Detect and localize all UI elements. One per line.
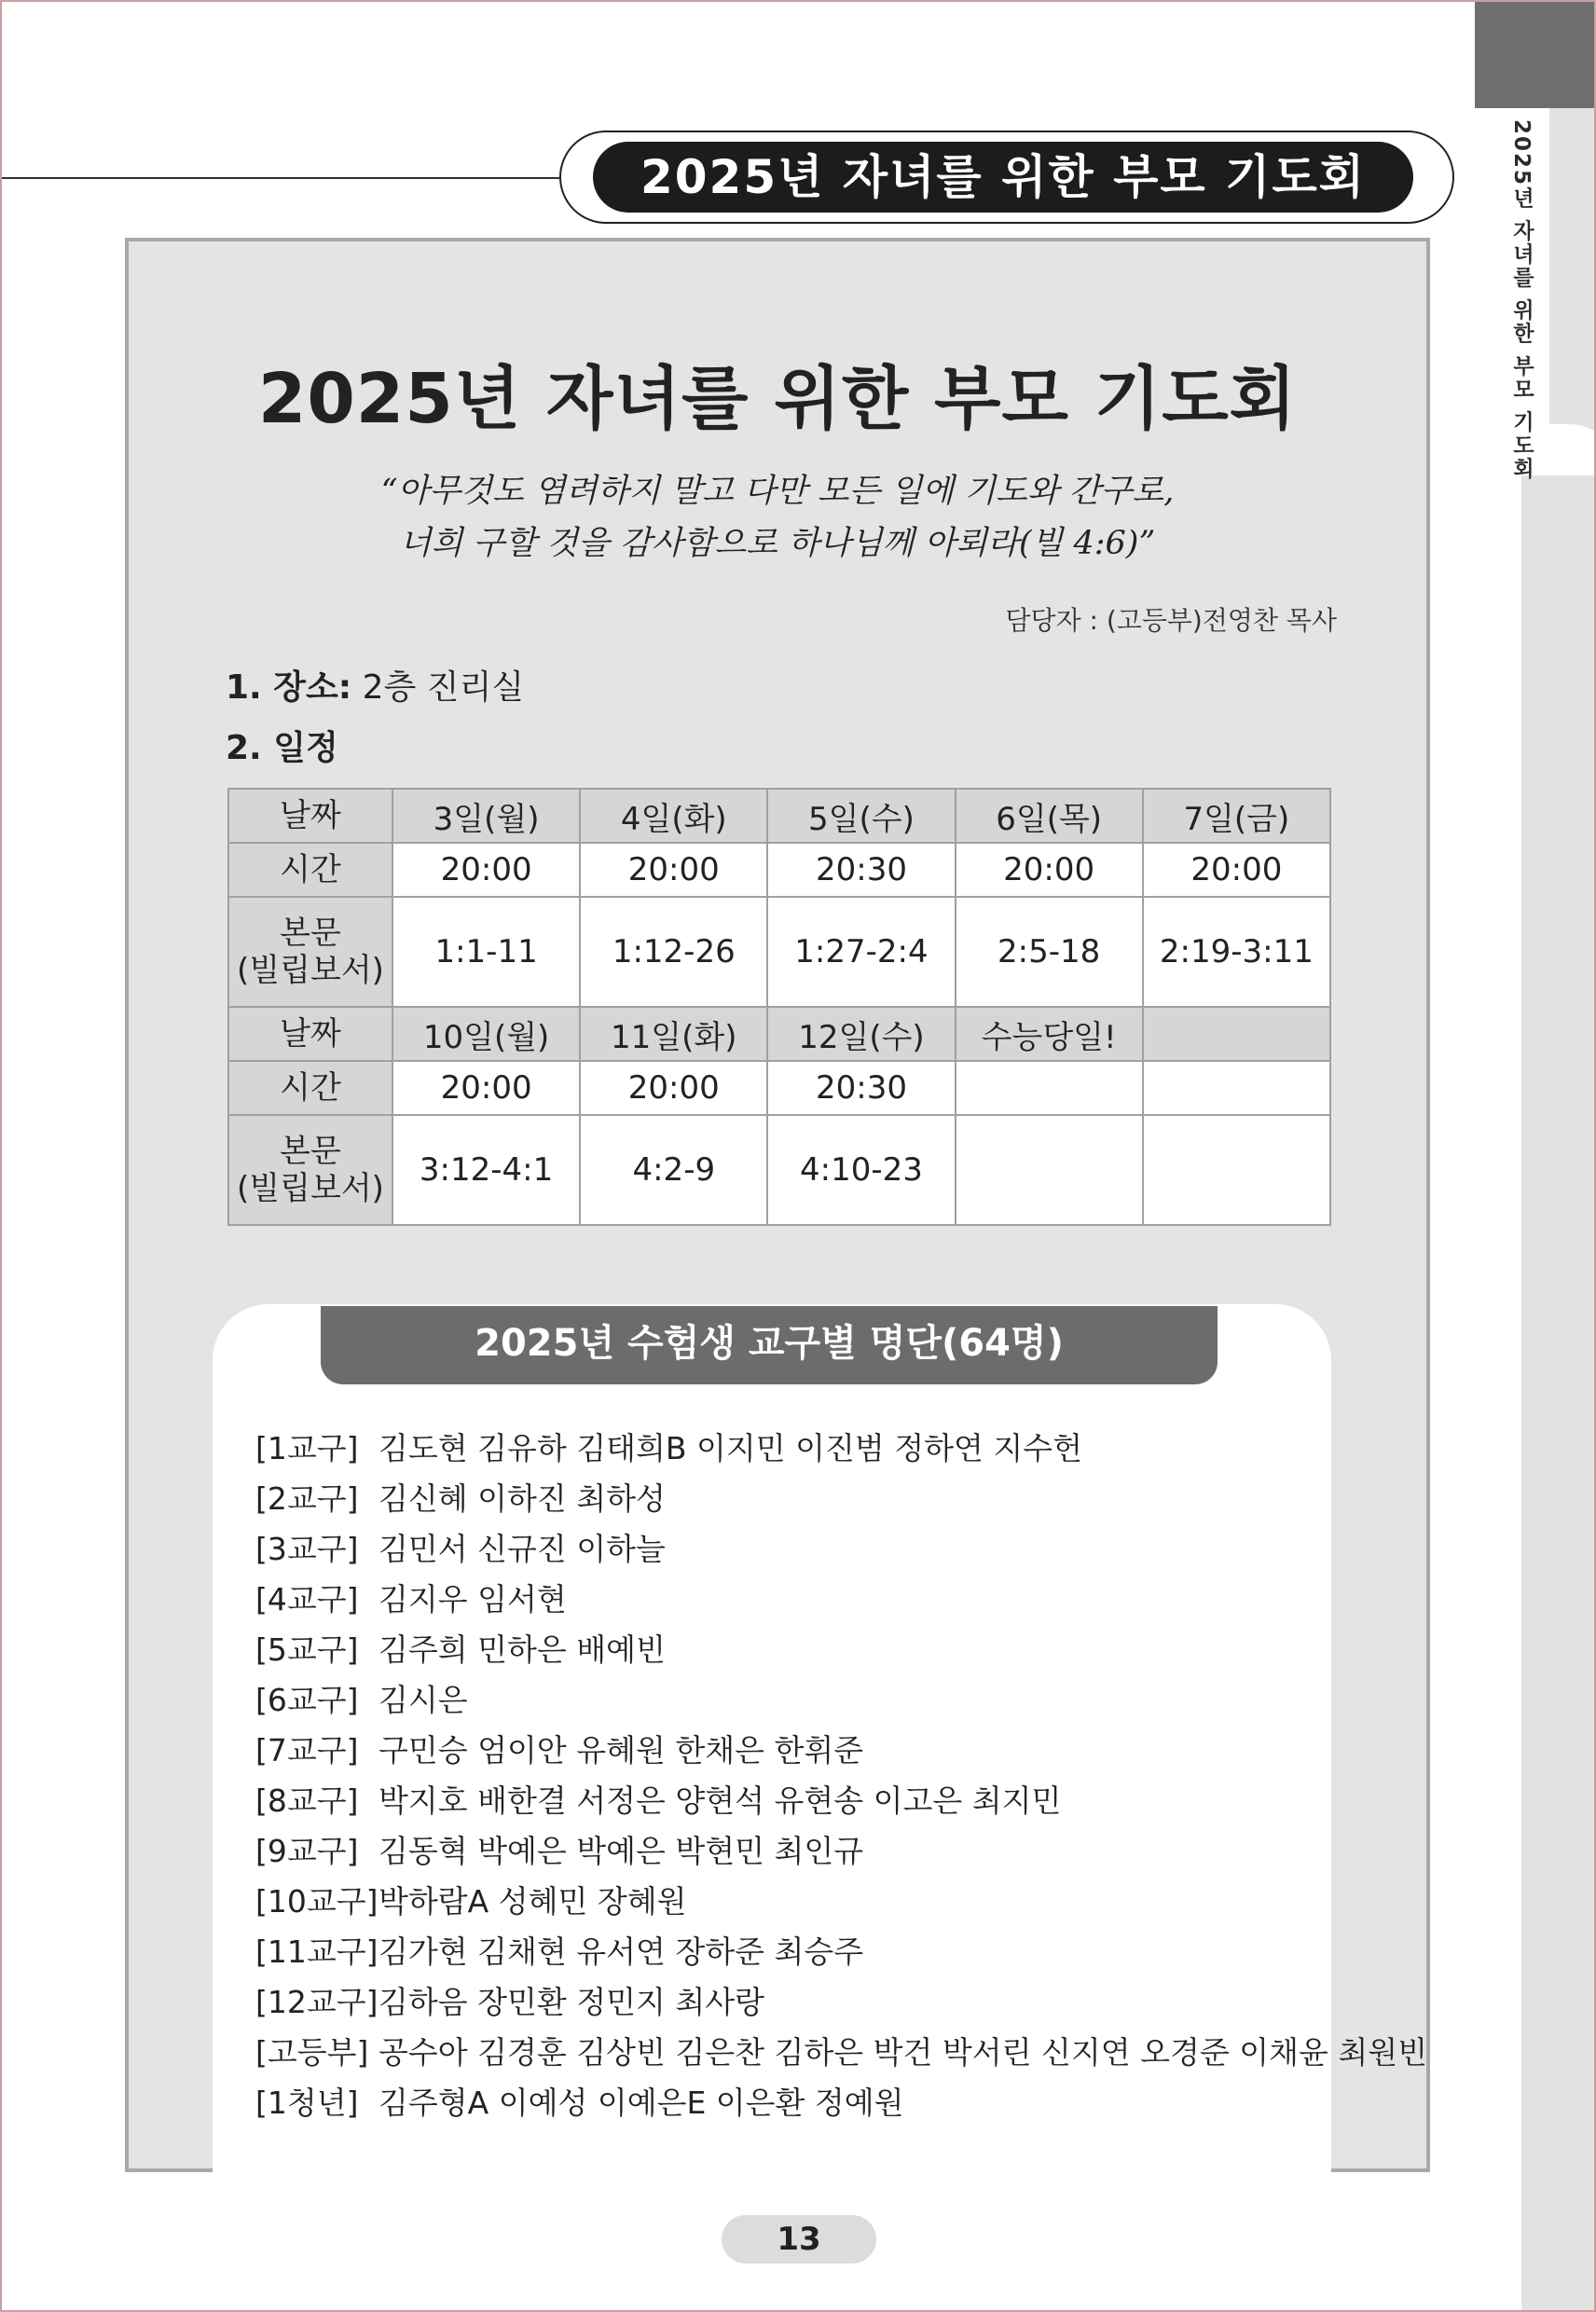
list-item xyxy=(255,2078,1427,2128)
list-item xyxy=(255,1675,1427,1726)
place-label: 1. 장소: xyxy=(226,668,352,707)
list-item xyxy=(255,2028,1427,2078)
roster-group: [8교구] xyxy=(255,1782,359,1819)
manager-credit: 담당자 : (고등부)전영찬 목사 xyxy=(1005,605,1337,636)
date-cell xyxy=(1143,1007,1330,1061)
list-item xyxy=(255,1927,1427,1977)
roster-title: 2025년 수험생 교구별 명단(64명) xyxy=(321,1306,1218,1384)
table-row xyxy=(228,789,1330,843)
list-item xyxy=(255,1726,1427,1776)
roster-group: [10교구] xyxy=(255,1883,378,1920)
list-item xyxy=(255,1424,1427,1474)
table-row xyxy=(228,1061,1330,1115)
list-item xyxy=(255,1575,1427,1625)
header-rule xyxy=(0,177,559,179)
roster-group: [2교구] xyxy=(255,1480,359,1517)
roster-names: 김하음 장민환 정민지 최사랑 xyxy=(378,1984,765,2020)
text-cell: 2:5-18 xyxy=(956,897,1143,1007)
roster-group: [4교구] xyxy=(255,1581,359,1617)
row-label-time: 시간 xyxy=(228,843,392,897)
date-cell: 6일(목) xyxy=(956,789,1143,843)
date-cell: 4일(화) xyxy=(580,789,767,843)
roster-names: 김주형A 이예성 이예은E 이은환 정예원 xyxy=(378,2085,904,2121)
roster-names: 김시은 xyxy=(378,1682,468,1718)
page-number: 13 xyxy=(722,2215,876,2264)
roster-group: [5교구] xyxy=(255,1631,359,1668)
table-row xyxy=(228,843,1330,897)
roster-group: [3교구] xyxy=(255,1531,359,1567)
roster-names: 김지우 임서현 xyxy=(378,1581,567,1617)
roster-names: 박하람A 성혜민 장혜원 xyxy=(378,1883,687,1920)
schedule-table xyxy=(227,788,1331,1226)
row-label-text: 본문 (빌립보서) xyxy=(228,897,392,1007)
roster-group: [6교구] xyxy=(255,1682,359,1718)
time-cell: 20:00 xyxy=(580,1061,767,1115)
text-cell: 3:12-4:1 xyxy=(392,1115,580,1225)
date-cell: 5일(수) xyxy=(767,789,955,843)
text-cell: 1:12-26 xyxy=(580,897,767,1007)
header-banner-title: 2025년 자녀를 위한 부모 기도회 xyxy=(593,142,1413,213)
schedule-heading: 2. 일정 xyxy=(226,729,338,767)
time-cell: 20:30 xyxy=(767,843,955,897)
time-cell: 20:30 xyxy=(767,1061,955,1115)
roster-group: [1교구] xyxy=(255,1430,359,1466)
list-item xyxy=(255,1474,1427,1524)
row-label-text: 본문 (빌립보서) xyxy=(228,1115,392,1225)
text-cell: 4:2-9 xyxy=(580,1115,767,1225)
list-item xyxy=(255,1776,1427,1826)
roster-names: 김신혜 이하진 최하성 xyxy=(378,1480,666,1517)
time-cell xyxy=(1143,1061,1330,1115)
text-cell: 4:10-23 xyxy=(767,1115,955,1225)
bible-verse xyxy=(129,465,1426,570)
date-cell: 3일(월) xyxy=(392,789,580,843)
time-cell: 20:00 xyxy=(1143,843,1330,897)
roster-group: [7교구] xyxy=(255,1732,359,1768)
text-cell xyxy=(1143,1115,1330,1225)
roster-group: [11교구] xyxy=(255,1934,378,1970)
time-cell: 20:00 xyxy=(392,1061,580,1115)
roster-group: [9교구] xyxy=(255,1833,359,1869)
roster-group: [12교구] xyxy=(255,1984,378,2020)
text-cell: 1:1-11 xyxy=(392,897,580,1007)
list-item xyxy=(255,1524,1427,1575)
row-label-date: 날짜 xyxy=(228,789,392,843)
list-item xyxy=(255,1625,1427,1675)
row-label-time: 시간 xyxy=(228,1061,392,1115)
roster-group: [1청년] xyxy=(255,2085,359,2121)
table-row xyxy=(228,1007,1330,1061)
roster-names: 구민승 엄이안 유혜원 한채은 한휘준 xyxy=(378,1732,864,1768)
roster-names: 김민서 신규진 이하늘 xyxy=(378,1531,666,1567)
roster-group: [고등부] xyxy=(255,2034,369,2071)
time-cell: 20:00 xyxy=(392,843,580,897)
page-title: 2025년 자녀를 위한 부모 기도회 xyxy=(257,359,1298,439)
date-cell: 7일(금) xyxy=(1143,789,1330,843)
place-value: 2층 진리실 xyxy=(362,668,525,707)
side-tab-fill xyxy=(1521,475,1596,2312)
text-cell xyxy=(956,1115,1143,1225)
roster-names: 김동혁 박예은 박예은 박현민 최인규 xyxy=(378,1833,864,1869)
verse-line-1: “아무것도 염려하지 말고 다만 모든 일에 기도와 간구로, xyxy=(380,473,1175,510)
side-label: 2025년 자녀를 위한 부모 기도회 xyxy=(1509,119,1534,481)
list-item xyxy=(255,1877,1427,1927)
place-line xyxy=(226,661,524,709)
date-cell: 12일(수) xyxy=(767,1007,955,1061)
row-label-date: 날짜 xyxy=(228,1007,392,1061)
list-item xyxy=(255,1977,1427,2028)
list-item xyxy=(255,1826,1427,1877)
roster-names: 김도현 김유하 김태희B 이지민 이진범 정하연 지수헌 xyxy=(378,1430,1083,1466)
date-cell: 11일(화) xyxy=(580,1007,767,1061)
roster-names: 김주희 민하은 배예빈 xyxy=(378,1631,666,1668)
table-row xyxy=(228,897,1330,1007)
time-cell: 20:00 xyxy=(956,843,1143,897)
date-cell: 10일(월) xyxy=(392,1007,580,1061)
side-bar-top xyxy=(1475,0,1596,108)
content-box xyxy=(125,238,1430,2172)
text-cell: 1:27-2:4 xyxy=(767,897,955,1007)
roster-names: 김가현 김채현 유서연 장하준 최승주 xyxy=(378,1934,864,1970)
roster-names: 박지호 배한결 서정은 양현석 유현송 이고은 최지민 xyxy=(378,1782,1062,1819)
date-cell: 수능당일! xyxy=(956,1007,1143,1061)
time-cell xyxy=(956,1061,1143,1115)
roster-list xyxy=(255,1424,1427,2128)
text-cell: 2:19-3:11 xyxy=(1143,897,1330,1007)
verse-line-2: 너희 구할 것을 감사함으로 하나님께 아뢰라(빌 4:6)” xyxy=(399,525,1156,562)
table-row xyxy=(228,1115,1330,1225)
roster-names: 공수아 김경훈 김상빈 김은찬 김하은 박건 박서린 신지연 오경준 이채윤 최원빈 xyxy=(378,2034,1427,2071)
time-cell: 20:00 xyxy=(580,843,767,897)
